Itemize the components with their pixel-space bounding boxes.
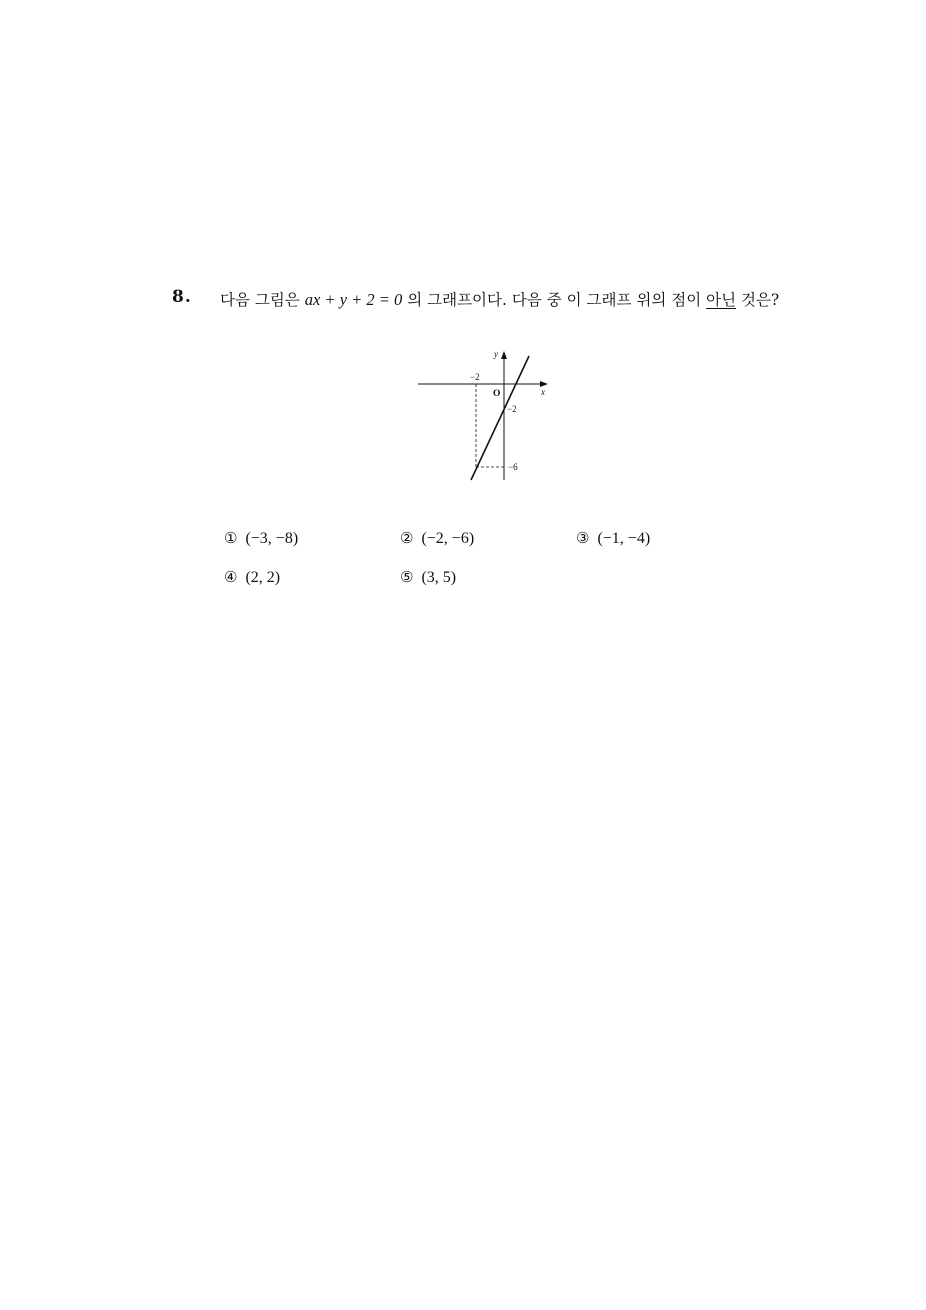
choice-value: (3, 5) [421, 569, 457, 586]
equation: ax + y + 2 = 0 [304, 290, 403, 309]
choice-mark: ① [224, 529, 238, 547]
choice-mark: ③ [576, 529, 590, 547]
emphasis-word: 아닌 [706, 291, 737, 309]
choice-2 [400, 529, 474, 548]
problem-number: 8. [172, 287, 192, 307]
origin-label: O [493, 389, 501, 399]
question-text-middle: 의 그래프이다. 다음 중 이 그래프 위의 점이 [402, 291, 707, 309]
choice-mark: ④ [224, 568, 238, 586]
choice-3 [576, 529, 650, 548]
y-intercept-label: −2 [507, 404, 517, 414]
choice-5 [400, 568, 456, 587]
question-text [220, 286, 780, 314]
y-axis-label: y [494, 349, 498, 359]
graph-line [471, 356, 529, 480]
choice-value: (−2, −6) [421, 530, 475, 547]
choice-mark: ⑤ [400, 568, 414, 586]
choice-value: (−1, −4) [597, 530, 651, 547]
choice-1 [224, 529, 298, 548]
line-graph [410, 345, 560, 490]
choice-4 [224, 568, 280, 587]
question-text-before: 다음 그림은 [220, 291, 305, 309]
x-tick-label: −2 [470, 372, 480, 382]
question-text-after: 것은? [736, 291, 780, 309]
choice-value: (−3, −8) [245, 530, 299, 547]
choice-value: (2, 2) [245, 569, 281, 586]
y-tick-label: −6 [508, 462, 518, 472]
x-axis-label: x [541, 387, 545, 397]
y-axis-arrow-icon [501, 351, 507, 359]
choice-mark: ② [400, 529, 414, 547]
